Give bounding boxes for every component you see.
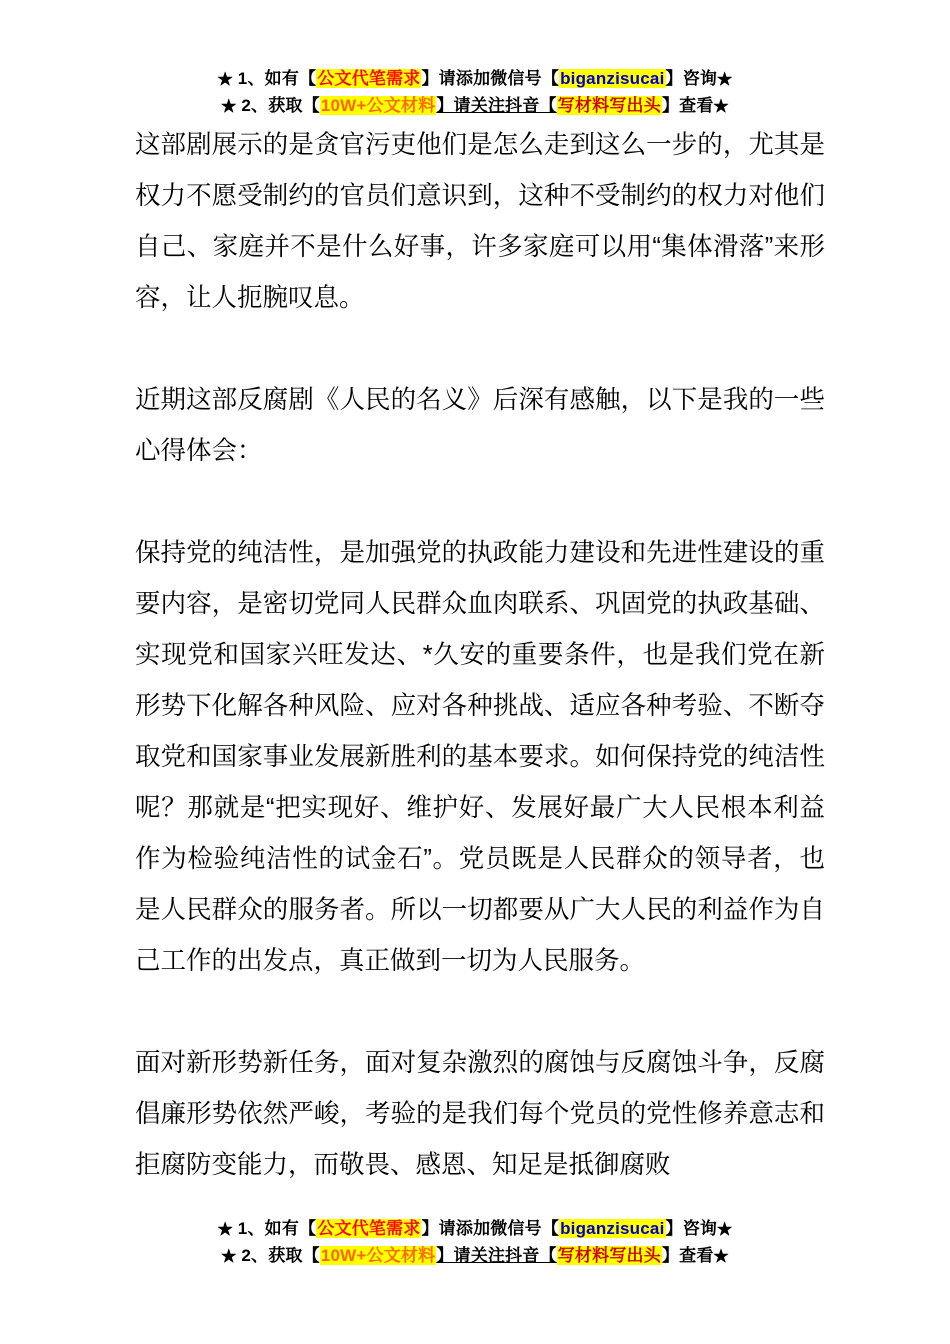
star-right-icon: ★	[717, 71, 733, 88]
promo-line1-mid: 】请添加微信号【	[421, 69, 560, 88]
promo-line2-highlight2: 写材料写出头	[557, 96, 661, 115]
star-left-icon: ★	[221, 1248, 237, 1265]
paragraph-spacer	[135, 987, 825, 1038]
promo-line1-prefix: 1、如有【	[237, 1219, 317, 1238]
promo-line1-highlight2: biganzisucai	[560, 69, 665, 88]
star-right-icon: ★	[713, 98, 729, 115]
promo-line1-mid: 】请添加微信号【	[421, 1219, 560, 1238]
paragraph-3: 保持党的纯洁性，是加强党的执政能力建设和先进性建设的重要内容，是密切党同人民群众血肉联系、巩固党的执政基础、实现党和国家兴旺发达、*久安的重要条件，也是我们党在新形势下化解各种风险、应对各种挑战、适应各种考验、不断夺取党和国家事业发展新胜利的基本要求。如何保持党的纯洁性呢？那就是“把实现好、维护好、发展好最广大人民根本利益作为检验纯洁性的试金石”。党员既是人民群众的领导者，也是人民群众的服务者。所以一切都要从广大人民的利益作为自己工作的出发点，真正做到一切为人民服务。	[135, 539, 825, 975]
promo-banner-top-line1	[0, 66, 950, 93]
promo-banner-bottom-line2	[0, 1243, 950, 1270]
paragraph-4: 面对新形势新任务，面对复杂激烈的腐蚀与反腐蚀斗争，反腐倡廉形势依然严峻，考验的是我们每个党员的党性修养意志和拒腐防变能力，而敬畏、感恩、知足是抵御腐败	[135, 1049, 825, 1179]
star-right-icon: ★	[717, 1221, 733, 1238]
promo-banner-top	[0, 66, 950, 120]
paragraph-spacer	[135, 477, 825, 528]
paragraph-2: 近期这部反腐剧《人民的名义》后深有感触，以下是我的一些心得体会：	[135, 386, 825, 465]
promo-line1-highlight2: biganzisucai	[560, 1219, 665, 1238]
promo-line1-suffix: 】咨询	[665, 1219, 718, 1238]
promo-banner-top-line2	[0, 93, 950, 120]
star-left-icon: ★	[217, 1221, 233, 1238]
star-right-icon: ★	[713, 1248, 729, 1265]
document-body	[135, 120, 825, 1191]
promo-banner-bottom-line1	[0, 1216, 950, 1243]
promo-line2-prefix: 2、获取【	[241, 96, 320, 115]
promo-line1-highlight1: 公文代笔需求	[317, 1219, 421, 1238]
promo-line2-suffix: 】查看	[661, 1246, 714, 1265]
paragraph-spacer	[135, 324, 825, 375]
promo-line2-mid: 】请关注抖音【	[436, 96, 557, 115]
promo-line1-prefix: 1、如有【	[237, 69, 317, 88]
star-left-icon: ★	[217, 71, 233, 88]
promo-banner-bottom	[0, 1216, 950, 1270]
promo-line2-suffix: 】查看	[661, 96, 714, 115]
promo-line1-highlight1: 公文代笔需求	[317, 69, 421, 88]
promo-line2-highlight2: 写材料写出头	[557, 1246, 661, 1265]
star-left-icon: ★	[221, 98, 237, 115]
promo-line2-mid: 】请关注抖音【	[436, 1246, 557, 1265]
promo-line1-suffix: 】咨询	[665, 69, 718, 88]
promo-line2-highlight1: 10W+公文材料	[320, 96, 436, 115]
paragraph-1: 这部剧展示的是贪官污吏他们是怎么走到这么一步的，尤其是权力不愿受制约的官员们意识到，这种不受制约的权力对他们自己、家庭并不是什么好事，许多家庭可以用“集体滑落”来形容，让人扼腕叹息。	[135, 131, 825, 312]
promo-line2-prefix: 2、获取【	[241, 1246, 320, 1265]
promo-line2-highlight1: 10W+公文材料	[320, 1246, 436, 1265]
